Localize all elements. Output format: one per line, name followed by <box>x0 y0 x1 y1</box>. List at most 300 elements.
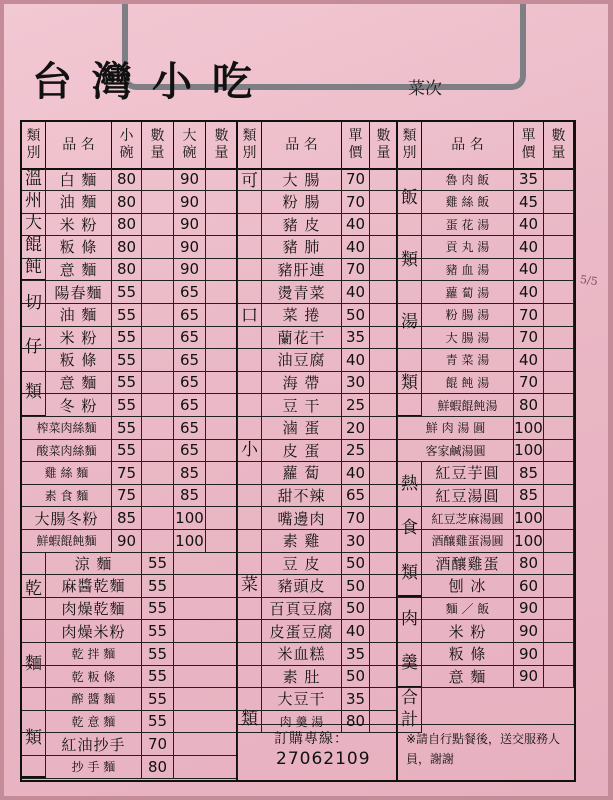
item-price <box>142 168 174 190</box>
item-price <box>206 236 238 258</box>
category-char: 湯 <box>401 311 418 332</box>
item-price <box>206 258 238 280</box>
item-price: 70 <box>514 304 544 326</box>
menu-item-row[interactable] <box>238 371 396 394</box>
menu-item-row[interactable] <box>398 552 574 575</box>
item-price: 70 <box>342 168 370 190</box>
item-price <box>206 281 238 303</box>
category-char: 乾 <box>25 579 42 600</box>
item-price: 90 <box>514 643 544 665</box>
menu-item-row[interactable] <box>22 168 236 191</box>
menu-item-row[interactable] <box>398 575 574 598</box>
menu-item-row[interactable] <box>238 620 396 643</box>
item-name: 豬 血 湯 <box>422 258 514 280</box>
category-char: 切 <box>25 292 42 313</box>
menu-item-row[interactable] <box>22 371 236 394</box>
item-price <box>544 281 574 303</box>
item-price: 80 <box>514 394 544 416</box>
item-name: 意 麵 <box>46 258 112 280</box>
item-price <box>174 620 238 642</box>
item-price <box>370 191 398 213</box>
item-name: 鮮蝦餛飩麵 <box>22 530 112 552</box>
item-name: 鮮蝦餛飩湯 <box>422 394 514 416</box>
item-price: 100 <box>514 418 543 437</box>
item-price: 55 <box>112 394 142 416</box>
header-2: 單 價 <box>514 122 544 168</box>
item-name: 大腸冬粉 <box>22 507 112 529</box>
category-char: 類 <box>401 373 418 394</box>
item-price <box>370 620 398 642</box>
item-name: 紅豆湯圓 <box>422 484 514 506</box>
category-char: 飯 <box>401 188 418 209</box>
item-price: 80 <box>112 191 142 213</box>
item-name: 意 麵 <box>46 371 112 393</box>
menu-item-row[interactable] <box>22 484 236 507</box>
item-price <box>370 281 398 303</box>
item-price <box>370 462 398 484</box>
item-price: 90 <box>174 213 206 235</box>
item-name: 冬 粉 <box>46 394 112 416</box>
item-price <box>370 665 398 687</box>
category-char: 溫 <box>25 168 42 189</box>
item-price: 35 <box>342 688 370 710</box>
column-header <box>22 122 236 170</box>
menu-item-row[interactable] <box>22 439 236 462</box>
menu-item-row[interactable] <box>398 304 574 327</box>
item-price <box>206 326 238 348</box>
menu-item-row[interactable] <box>22 304 236 327</box>
menu-item-row[interactable] <box>238 710 396 733</box>
menu-board <box>20 120 576 782</box>
menu-item-row[interactable] <box>238 349 396 372</box>
item-price: 40 <box>514 258 544 280</box>
item-price <box>544 304 574 326</box>
item-price: 40 <box>514 236 544 258</box>
menu-item-row[interactable] <box>22 710 236 733</box>
menu-item-row[interactable] <box>398 643 574 666</box>
menu-item-row[interactable] <box>22 191 236 214</box>
item-price <box>544 552 574 574</box>
item-name: 榨菜肉絲麵 <box>22 417 112 439</box>
item-price: 85 <box>174 462 206 484</box>
category-char: 熱 <box>401 473 418 494</box>
menu-column-side-dishes <box>238 122 398 780</box>
item-price <box>544 597 574 619</box>
menu-item-row[interactable] <box>238 236 396 259</box>
menu-item-row[interactable] <box>22 733 236 756</box>
item-name: 陽春麵 <box>46 281 112 303</box>
item-price: 55 <box>112 439 142 461</box>
item-price: 85 <box>514 462 544 484</box>
item-price <box>544 484 574 506</box>
item-price <box>206 507 238 529</box>
item-price: 40 <box>342 462 370 484</box>
item-price <box>544 507 574 529</box>
item-price: 90 <box>174 258 206 280</box>
item-price: 55 <box>142 688 174 710</box>
category-char: 飩 <box>25 257 42 278</box>
item-price <box>370 394 398 416</box>
menu-item-row[interactable] <box>238 191 396 214</box>
item-price: 75 <box>112 484 142 506</box>
item-price <box>544 665 574 687</box>
menu-item-row[interactable] <box>398 665 574 688</box>
menu-column-rice-soup <box>398 122 574 780</box>
item-price: 100 <box>174 530 206 552</box>
item-price <box>174 710 238 732</box>
item-price: 55 <box>142 665 174 687</box>
item-price <box>370 643 398 665</box>
item-price <box>206 349 238 371</box>
item-price <box>142 213 174 235</box>
menu-item-row[interactable] <box>238 417 396 440</box>
item-name: 酒釀雞蛋 <box>422 552 514 574</box>
handwritten-note: 5/5 <box>579 272 599 289</box>
menu-item-row[interactable] <box>238 665 396 688</box>
item-price: 55 <box>112 304 142 326</box>
menu-item-row[interactable] <box>238 281 396 304</box>
item-price <box>174 552 238 574</box>
item-price <box>544 326 574 348</box>
item-price <box>206 417 238 439</box>
menu-item-row[interactable] <box>398 213 574 236</box>
item-price: 65 <box>174 349 206 371</box>
item-name: 海 帶 <box>262 371 342 393</box>
item-name: 素 食 麵 <box>22 484 112 506</box>
menu-subtitle: 菜次 <box>408 79 442 99</box>
item-name: 油豆腐 <box>262 349 342 371</box>
item-price <box>544 462 574 484</box>
item-price <box>174 643 238 665</box>
category-char: 類 <box>401 249 418 270</box>
category-char: 州 <box>25 190 42 211</box>
item-price: 45 <box>514 191 544 213</box>
item-price: 80 <box>112 258 142 280</box>
item-name: 米 粉 <box>46 213 112 235</box>
item-price <box>544 191 574 213</box>
item-price: 40 <box>342 236 370 258</box>
item-price <box>370 213 398 235</box>
item-name: 刨 冰 <box>422 575 514 597</box>
item-name: 豬肝連 <box>262 258 342 280</box>
menu-item-row[interactable] <box>398 258 574 281</box>
item-name: 米 粉 <box>46 326 112 348</box>
item-price <box>206 304 238 326</box>
item-price <box>544 258 574 280</box>
item-name: 客家鹹湯圓 <box>398 439 514 461</box>
hotline-number: 27062109 <box>276 749 371 769</box>
header-2: 小 碗 <box>112 122 142 168</box>
menu-item-row[interactable] <box>398 484 574 507</box>
item-price: 100 <box>514 509 543 527</box>
menu-item-row[interactable] <box>22 597 236 620</box>
menu-item-row[interactable] <box>22 665 236 688</box>
total-label <box>398 688 422 733</box>
menu-item-row[interactable] <box>22 258 236 281</box>
item-price <box>544 394 574 416</box>
item-price <box>174 597 238 619</box>
menu-item-row[interactable] <box>238 688 396 711</box>
item-price: 35 <box>514 168 544 190</box>
item-price: 70 <box>342 258 370 280</box>
menu-item-row[interactable] <box>238 213 396 236</box>
item-price: 50 <box>342 597 370 619</box>
item-name: 青 菜 湯 <box>422 349 514 371</box>
menu-item-row[interactable] <box>398 326 574 349</box>
item-name: 醡 醬 麵 <box>46 688 142 710</box>
item-price <box>174 756 238 778</box>
menu-item-row[interactable] <box>22 643 236 666</box>
item-price: 55 <box>112 326 142 348</box>
menu-item-row[interactable] <box>238 258 396 281</box>
menu-item-row[interactable] <box>238 484 396 507</box>
menu-item-row[interactable] <box>22 349 236 372</box>
item-price <box>370 575 398 597</box>
menu-item-row[interactable] <box>398 349 574 372</box>
item-price: 65 <box>174 371 206 393</box>
item-price <box>142 507 174 529</box>
item-name: 乾 粄 條 <box>46 665 142 687</box>
menu-item-row[interactable] <box>22 417 236 440</box>
item-price <box>370 552 398 574</box>
item-price: 55 <box>142 552 174 574</box>
menu-item-row[interactable] <box>238 530 396 553</box>
item-price: 80 <box>514 552 544 574</box>
header-1: 品 名 <box>422 122 514 168</box>
category-char: 仔 <box>25 337 42 358</box>
item-price <box>370 349 398 371</box>
menu-item-row[interactable] <box>22 281 236 304</box>
item-name: 雞 絲 麵 <box>22 462 112 484</box>
menu-item-row[interactable] <box>398 371 574 394</box>
menu-item-row[interactable] <box>22 394 236 417</box>
item-price <box>142 462 174 484</box>
menu-item-row[interactable] <box>22 620 236 643</box>
menu-item-row[interactable] <box>398 168 574 191</box>
item-price: 65 <box>174 394 206 416</box>
item-name: 麵 ／ 飯 <box>422 597 514 619</box>
item-name: 甜不辣 <box>262 484 342 506</box>
header-3: 數 量 <box>142 122 174 168</box>
menu-item-row[interactable] <box>22 575 236 598</box>
header-0: 類 別 <box>398 122 422 168</box>
item-price <box>370 710 398 732</box>
category-char: 餛 <box>25 235 42 256</box>
category-char: 類 <box>401 562 418 583</box>
item-name: 紅油抄手 <box>46 733 142 755</box>
item-price <box>544 530 574 552</box>
item-price: 80 <box>112 236 142 258</box>
item-name: 粄 條 <box>46 236 112 258</box>
item-price <box>142 236 174 258</box>
menu-item-row[interactable] <box>22 507 236 530</box>
menu-title: 台灣小吃 <box>32 58 272 105</box>
item-price <box>206 484 238 506</box>
item-price: 80 <box>112 213 142 235</box>
header-2: 單 價 <box>342 122 370 168</box>
item-name: 蘭花干 <box>262 326 342 348</box>
item-price: 85 <box>514 484 544 506</box>
item-price: 65 <box>342 484 370 506</box>
item-price: 50 <box>342 575 370 597</box>
item-price: 80 <box>342 710 370 732</box>
item-price: 85 <box>112 507 142 529</box>
menu-item-row[interactable] <box>398 620 574 643</box>
item-name: 抄 手 麵 <box>46 756 142 778</box>
menu-column-noodles <box>22 122 238 780</box>
menu-item-row[interactable] <box>398 439 574 462</box>
item-price <box>544 213 574 235</box>
menu-item-row[interactable] <box>238 643 396 666</box>
menu-item-row[interactable] <box>398 281 574 304</box>
item-price <box>544 236 574 258</box>
column-header <box>398 122 574 170</box>
menu-item-row[interactable] <box>22 530 236 553</box>
menu-item-row[interactable] <box>238 597 396 620</box>
item-price <box>370 417 398 439</box>
item-price: 55 <box>112 417 142 439</box>
item-price <box>142 349 174 371</box>
item-price: 70 <box>514 326 544 348</box>
item-price <box>370 304 398 326</box>
item-price <box>544 349 574 371</box>
item-name: 豬頭皮 <box>262 575 342 597</box>
item-price <box>370 326 398 348</box>
item-price: 90 <box>514 597 544 619</box>
item-price: 55 <box>142 710 174 732</box>
item-price <box>206 168 238 190</box>
item-name: 麻醬乾麵 <box>46 575 142 597</box>
menu-item-row[interactable] <box>398 236 574 259</box>
item-price: 90 <box>514 665 544 687</box>
item-price <box>370 484 398 506</box>
hotline-label: 訂購專線： <box>274 731 349 747</box>
item-price <box>142 371 174 393</box>
item-name: 菜 捲 <box>262 304 342 326</box>
menu-item-row[interactable] <box>22 326 236 349</box>
item-name: 紅豆芋圓 <box>422 462 514 484</box>
item-price <box>370 688 398 710</box>
menu-item-row[interactable] <box>238 394 396 417</box>
menu-item-row[interactable] <box>398 188 574 214</box>
item-price: 65 <box>174 417 206 439</box>
category-char: 麵 <box>25 653 42 674</box>
menu-item-row[interactable] <box>398 597 574 620</box>
item-price <box>206 394 238 416</box>
item-name: 素 雞 <box>262 530 342 552</box>
item-price: 90 <box>174 168 206 190</box>
item-price: 90 <box>174 191 206 213</box>
item-price: 25 <box>342 439 370 461</box>
item-price: 65 <box>174 439 206 461</box>
item-price <box>174 733 238 755</box>
menu-item-row[interactable] <box>238 507 396 530</box>
header-5: 數 量 <box>206 122 238 168</box>
item-price: 100 <box>514 441 543 460</box>
item-name: 油 麵 <box>46 304 112 326</box>
item-price <box>370 507 398 529</box>
category-char: 類 <box>25 381 42 402</box>
item-price <box>142 304 174 326</box>
item-price: 50 <box>342 304 370 326</box>
item-price: 40 <box>342 620 370 642</box>
item-name: 粉 腸 <box>262 191 342 213</box>
item-price: 55 <box>142 597 174 619</box>
menu-item-row[interactable] <box>238 552 396 575</box>
menu-item-row[interactable] <box>22 552 236 575</box>
item-price: 55 <box>142 643 174 665</box>
item-name: 鮮 肉 湯 圓 <box>398 417 514 439</box>
menu-item-row[interactable] <box>22 213 236 236</box>
item-price: 40 <box>514 281 544 303</box>
item-name: 貢 丸 湯 <box>422 236 514 258</box>
menu-item-row[interactable] <box>238 439 396 462</box>
item-name: 大 腸 湯 <box>422 326 514 348</box>
item-price: 80 <box>112 168 142 190</box>
item-price: 55 <box>112 371 142 393</box>
item-name: 百頁豆腐 <box>262 597 342 619</box>
menu-item-row[interactable] <box>238 168 396 191</box>
item-name: 乾 意 麵 <box>46 710 142 732</box>
item-name: 豬 肺 <box>262 236 342 258</box>
item-name: 餛 飩 湯 <box>422 371 514 393</box>
item-price: 85 <box>174 484 206 506</box>
menu-item-row[interactable] <box>22 756 236 779</box>
item-price <box>206 462 238 484</box>
menu-item-row[interactable] <box>22 688 236 711</box>
item-price <box>142 258 174 280</box>
item-price <box>370 236 398 258</box>
menu-item-row[interactable] <box>398 394 574 417</box>
menu-item-row[interactable] <box>398 462 574 485</box>
item-price <box>142 439 174 461</box>
menu-item-row[interactable] <box>398 417 574 440</box>
menu-item-row[interactable] <box>398 530 574 553</box>
item-name: 皮 蛋 <box>262 439 342 461</box>
item-name: 酸菜肉絲麵 <box>22 439 112 461</box>
item-price: 100 <box>514 531 543 550</box>
item-price: 50 <box>342 552 370 574</box>
item-name: 粄 條 <box>46 349 112 371</box>
menu-item-row[interactable] <box>22 462 236 485</box>
item-price: 90 <box>514 620 544 642</box>
item-price <box>370 258 398 280</box>
item-price <box>370 597 398 619</box>
item-price: 40 <box>342 213 370 235</box>
item-price: 80 <box>142 756 174 778</box>
menu-item-row[interactable] <box>238 575 396 598</box>
menu-item-row[interactable] <box>238 326 396 349</box>
menu-item-row[interactable] <box>22 236 236 259</box>
category-char: 合 <box>401 688 418 709</box>
category-char: 類 <box>241 709 258 729</box>
item-name: 雞 絲 飯 <box>422 191 514 213</box>
item-price <box>206 191 238 213</box>
item-name: 大豆干 <box>262 688 342 710</box>
category-char: 口 <box>241 305 258 326</box>
menu-item-row[interactable] <box>238 304 396 327</box>
item-name: 魯 肉 飯 <box>422 168 514 190</box>
menu-item-row[interactable] <box>398 507 574 530</box>
item-price <box>370 530 398 552</box>
item-name: 酒釀雞蛋湯圓 <box>422 530 514 552</box>
item-name: 蘿 蔔 <box>262 462 342 484</box>
menu-item-row[interactable] <box>238 462 396 485</box>
item-price: 55 <box>112 349 142 371</box>
item-name: 蛋 花 湯 <box>422 213 514 235</box>
item-price <box>544 620 574 642</box>
item-name: 米血糕 <box>262 643 342 665</box>
